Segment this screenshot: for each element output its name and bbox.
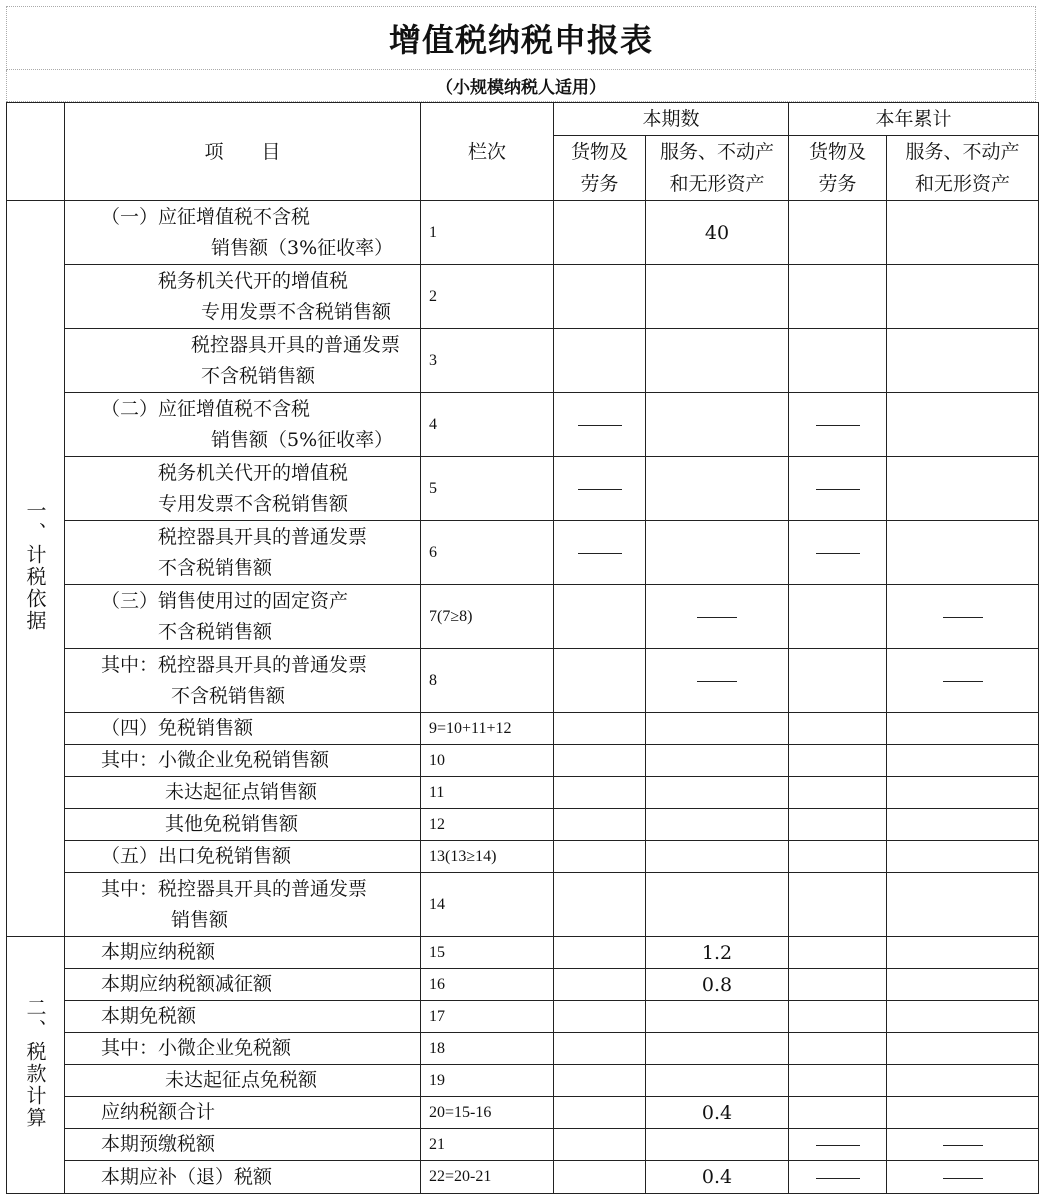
value-cell[interactable] [554,713,646,745]
not-applicable-cell [789,393,887,457]
row-item-label [65,1033,421,1065]
value-cell[interactable] [789,1001,887,1033]
table-row [7,521,1039,585]
value-cell[interactable] [554,1065,646,1097]
value-cell[interactable] [789,777,887,809]
value-cell[interactable] [646,1001,789,1033]
na-dash [943,1178,983,1179]
row-item-line1: （五）出口免税销售额 [101,845,292,867]
row-item-label [65,937,421,969]
row-item-line1: 其他免税销售额 [165,813,299,835]
value-cell[interactable]: 0.8 [646,969,789,1001]
row-item-label [65,1097,421,1129]
value-cell[interactable] [789,1065,887,1097]
value-cell[interactable] [646,393,789,457]
row-line-number: 18 [421,1033,554,1065]
value-cell[interactable] [887,1033,1039,1065]
value-cell[interactable] [646,713,789,745]
row-item-label [65,457,421,521]
form-title: 增值税纳税申报表 [388,21,653,59]
header-current-goods-l1: 货物及 [570,141,628,163]
value-cell[interactable] [789,937,887,969]
header-item: 项 目 [65,103,421,201]
row-item-label [65,329,421,393]
section-label-text: 一、计税依据 [23,500,47,632]
row-item-label [65,1001,421,1033]
row-item-line2: 专用发票不含税销售额 [158,492,349,515]
row-item-label [65,969,421,1001]
row-item-line1: 其中：税控器具开具的普通发票 [101,877,368,900]
value-cell[interactable] [646,873,789,937]
value-cell[interactable] [554,745,646,777]
row-item-label [65,841,421,873]
row-item-line1: 本期应补（退）税额 [101,1165,273,1188]
value-cell[interactable]: 0.4 [646,1097,789,1129]
form-title-box [6,6,1036,70]
row-item-line1: 税控器具开具的普通发票 [158,525,368,548]
not-applicable-cell [646,649,789,713]
value-cell[interactable] [887,713,1039,745]
row-item-line2: 不含税销售额 [201,364,316,387]
row-item-line1: （四）免税销售额 [101,717,254,739]
value-cell[interactable] [646,745,789,777]
row-item-label [65,649,421,713]
header-row-1 [7,103,1039,136]
value-cell[interactable] [887,1001,1039,1033]
row-line-number: 15 [421,937,554,969]
header-current-services [646,136,789,201]
header-year-services [887,136,1039,201]
row-item-label [65,809,421,841]
header-year-goods-l2: 劳务 [818,173,857,195]
value-cell[interactable] [887,841,1039,873]
value-cell[interactable] [887,969,1039,1001]
form-subtitle-box [6,70,1036,102]
row-item-line1: 本期应纳税额 [101,941,216,963]
table-row [7,873,1039,937]
header-line: 栏次 [421,103,554,201]
row-item-label [65,1129,421,1161]
row-line-number: 8 [421,649,554,713]
value-cell[interactable] [887,777,1039,809]
value-cell[interactable] [554,841,646,873]
value-cell[interactable] [554,649,646,713]
value-cell[interactable] [789,841,887,873]
row-line-number: 13(13≥14) [421,841,554,873]
not-applicable-cell [789,1161,887,1194]
value-cell[interactable] [554,1001,646,1033]
value-cell[interactable] [789,969,887,1001]
row-item-label [65,1065,421,1097]
row-item-line2: 专用发票不含税销售额 [201,300,392,323]
section-calc-label [7,937,65,1194]
value-cell[interactable] [789,713,887,745]
not-applicable-cell [789,521,887,585]
row-item-label [65,201,421,265]
value-cell[interactable] [887,873,1039,937]
row-line-number: 19 [421,1065,554,1097]
value-cell[interactable] [789,585,887,649]
table-row [7,649,1039,713]
row-item-line2: 销售额（3%征收率） [211,236,394,259]
row-line-number: 21 [421,1129,554,1161]
table-row [7,393,1039,457]
row-item-line1: 其中：小微企业免税额 [101,1037,292,1059]
not-applicable-cell [554,457,646,521]
value-cell[interactable] [554,777,646,809]
row-item-line1: 其中：小微企业免税销售额 [101,749,330,771]
row-item-line1: 应纳税额合计 [101,1101,216,1123]
row-item-line1: （二）应征增值税不含税 [101,397,311,420]
na-dash [697,681,737,682]
na-dash [578,489,622,490]
value-cell[interactable] [887,457,1039,521]
na-dash [697,617,737,618]
na-dash [578,425,622,426]
value-cell[interactable] [887,1097,1039,1129]
value-cell[interactable] [789,809,887,841]
row-item-label [65,873,421,937]
table-row [7,265,1039,329]
value-cell[interactable] [554,201,646,265]
value-cell[interactable] [646,841,789,873]
not-applicable-cell [887,649,1039,713]
value-cell[interactable] [554,937,646,969]
row-line-number: 3 [421,329,554,393]
row-item-line1: 税务机关代开的增值税 [158,269,349,292]
table-row [7,777,1039,809]
row-line-number: 9=10+11+12 [421,713,554,745]
value-cell[interactable] [887,809,1039,841]
value-cell[interactable]: 40 [646,201,789,265]
row-line-number: 20=15-16 [421,1097,554,1129]
value-cell[interactable] [554,329,646,393]
table-row [7,745,1039,777]
na-dash [943,681,983,682]
na-dash [816,1145,860,1146]
value-cell[interactable] [554,969,646,1001]
row-item-line1: 税务机关代开的增值税 [158,461,349,484]
header-year-total: 本年累计 [789,103,1039,136]
table-row [7,457,1039,521]
not-applicable-cell [789,1129,887,1161]
row-item-line1: 其中：税控器具开具的普通发票 [101,653,368,676]
header-year-goods [789,136,887,201]
row-line-number: 2 [421,265,554,329]
value-cell[interactable] [554,585,646,649]
tax-return-table [6,102,1039,1194]
not-applicable-cell [554,393,646,457]
value-cell[interactable] [554,809,646,841]
table-row [7,1001,1039,1033]
row-line-number: 4 [421,393,554,457]
table-row [7,937,1039,969]
table-row [7,1033,1039,1065]
row-item-line2: 销售额 [171,908,229,931]
value-cell[interactable]: 0.4 [646,1161,789,1194]
value-cell[interactable] [789,201,887,265]
value-cell[interactable] [554,1161,646,1194]
value-cell[interactable] [887,521,1039,585]
table-row [7,1097,1039,1129]
section-basis-label [7,201,65,937]
value-cell[interactable] [789,745,887,777]
value-cell[interactable] [646,1065,789,1097]
value-cell[interactable] [554,1033,646,1065]
value-cell[interactable] [646,457,789,521]
header-current-services-l2: 和无形资产 [669,173,765,195]
row-item-line2: 不含税销售额 [158,620,273,643]
value-cell[interactable] [887,937,1039,969]
row-item-line1: 税控器具开具的普通发票 [191,333,401,356]
value-cell[interactable] [554,1097,646,1129]
value-cell[interactable] [887,1065,1039,1097]
value-cell[interactable] [887,393,1039,457]
table-row [7,585,1039,649]
row-item-label [65,585,421,649]
header-current-services-l1: 服务、不动产 [660,141,775,163]
value-cell[interactable] [554,1129,646,1161]
row-item-label [65,521,421,585]
not-applicable-cell [887,585,1039,649]
value-cell[interactable] [789,1033,887,1065]
na-dash [816,553,860,554]
value-cell[interactable] [887,329,1039,393]
value-cell[interactable] [646,1129,789,1161]
row-item-label [65,777,421,809]
header-year-services-l2: 和无形资产 [915,173,1011,195]
form-subtitle: （小规模纳税人适用） [436,78,606,98]
value-cell[interactable] [554,265,646,329]
value-cell[interactable] [789,265,887,329]
row-line-number: 16 [421,969,554,1001]
table-row [7,841,1039,873]
table-row [7,1065,1039,1097]
value-cell[interactable] [646,809,789,841]
row-line-number: 17 [421,1001,554,1033]
section-label-text: 二、税款计算 [23,996,47,1129]
value-cell[interactable] [789,329,887,393]
row-item-label [65,265,421,329]
row-line-number: 7(7≥8) [421,585,554,649]
na-dash [816,1178,860,1179]
table-row [7,969,1039,1001]
row-item-line2: 不含税销售额 [171,684,286,707]
row-item-line2: 销售额（5%征收率） [211,428,394,451]
not-applicable-cell [789,457,887,521]
header-year-goods-l1: 货物及 [809,141,867,163]
value-cell[interactable] [789,1097,887,1129]
value-cell[interactable] [887,745,1039,777]
row-item-label [65,713,421,745]
table-row [7,713,1039,745]
row-line-number: 12 [421,809,554,841]
row-item-line2: 不含税销售额 [158,556,273,579]
table-row [7,201,1039,265]
value-cell[interactable] [646,329,789,393]
header-blank-cell [7,103,65,201]
header-current-goods-l2: 劳务 [580,173,619,195]
header-current-period: 本期数 [554,103,789,136]
value-cell[interactable] [789,873,887,937]
row-line-number: 6 [421,521,554,585]
row-item-line1: （一）应征增值税不含税 [101,205,311,228]
row-line-number: 5 [421,457,554,521]
value-cell[interactable] [887,265,1039,329]
value-cell[interactable] [646,265,789,329]
table-row [7,1129,1039,1161]
row-line-number: 1 [421,201,554,265]
not-applicable-cell [646,585,789,649]
value-cell[interactable] [646,1033,789,1065]
row-item-label [65,393,421,457]
table-row [7,1161,1039,1194]
value-cell[interactable] [789,649,887,713]
value-cell[interactable] [646,777,789,809]
row-item-line1: 未达起征点免税额 [165,1069,318,1091]
value-cell[interactable] [554,873,646,937]
row-item-line1: 本期应纳税额减征额 [101,973,273,995]
value-cell[interactable]: 1.2 [646,937,789,969]
row-item-label [65,1161,421,1194]
na-dash [816,489,860,490]
row-line-number: 22=20-21 [421,1161,554,1194]
header-year-services-l1: 服务、不动产 [905,141,1020,163]
row-item-line1: 本期免税额 [101,1005,197,1027]
table-row [7,329,1039,393]
value-cell[interactable] [887,201,1039,265]
na-dash [578,553,622,554]
not-applicable-cell [887,1161,1039,1194]
row-item-line1: 本期预缴税额 [101,1133,216,1155]
row-line-number: 11 [421,777,554,809]
row-item-label [65,745,421,777]
na-dash [943,1145,983,1146]
table-row [7,809,1039,841]
header-current-goods [554,136,646,201]
row-item-line1: （三）销售使用过的固定资产 [101,589,349,612]
not-applicable-cell [554,521,646,585]
row-item-line1: 未达起征点销售额 [165,781,318,803]
row-line-number: 10 [421,745,554,777]
row-line-number: 14 [421,873,554,937]
value-cell[interactable] [646,521,789,585]
not-applicable-cell [887,1129,1039,1161]
na-dash [816,425,860,426]
na-dash [943,617,983,618]
